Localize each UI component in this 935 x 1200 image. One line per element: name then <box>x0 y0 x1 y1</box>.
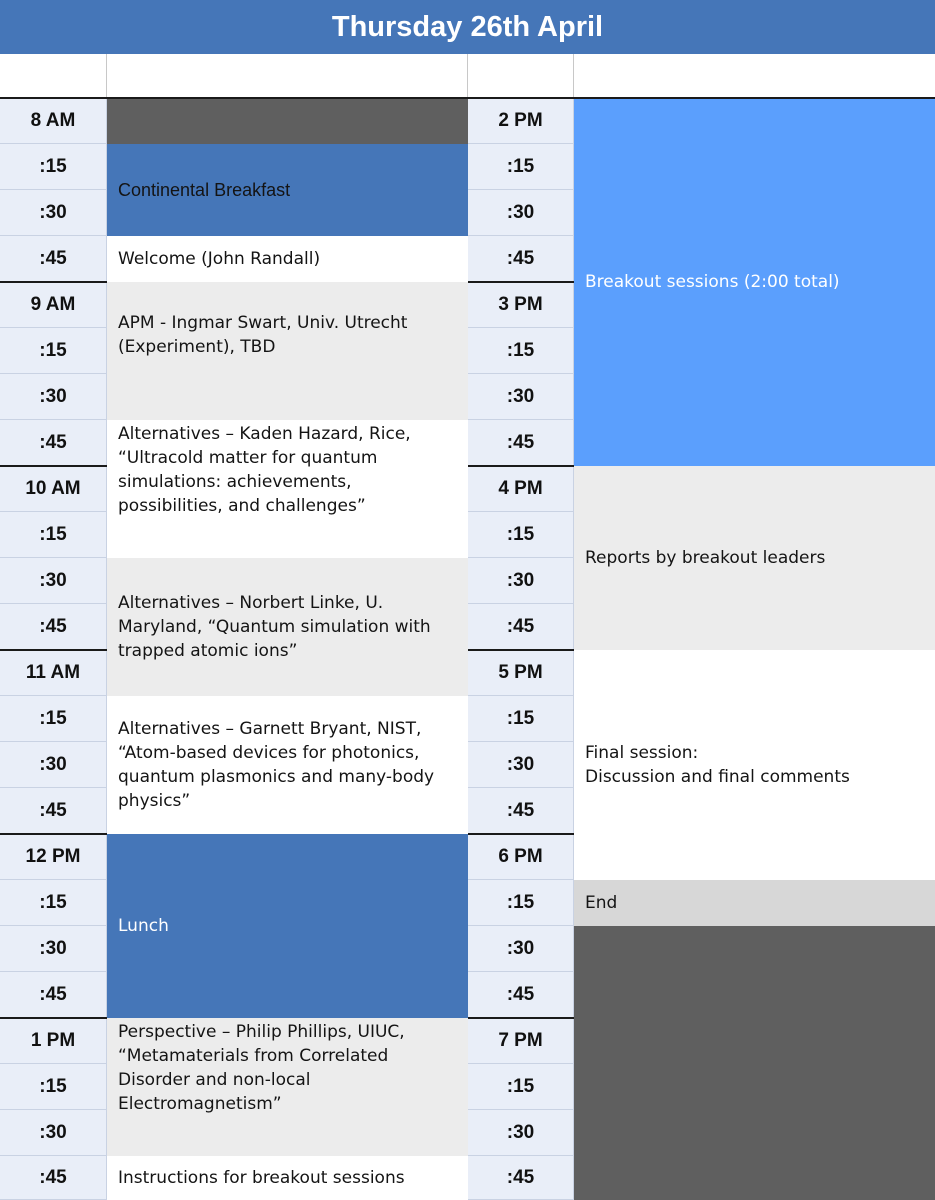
time-slot-label: :15 <box>468 328 574 374</box>
time-slot-label: 4 PM <box>468 466 574 512</box>
hour-divider <box>0 833 107 835</box>
time-slot-label: :30 <box>0 742 107 788</box>
time-slot-label: :45 <box>468 420 574 466</box>
time-slot-label: :30 <box>468 558 574 604</box>
event-breakout-reports: Reports by breakout leaders <box>574 466 935 650</box>
time-slot-label: :15 <box>0 1064 107 1110</box>
time-slot-label: :15 <box>468 696 574 742</box>
time-slot-label: :15 <box>468 1064 574 1110</box>
time-slot-label: 1 PM <box>0 1018 107 1064</box>
unscheduled-block-evening <box>574 926 935 1200</box>
unscheduled-block-morning <box>107 98 468 144</box>
time-slot-label: :15 <box>468 512 574 558</box>
hour-divider <box>0 1017 107 1019</box>
time-slot-label: :30 <box>0 558 107 604</box>
event-final-session: Final session: Discussion and final comments <box>574 650 935 880</box>
time-slot-label: :30 <box>0 374 107 420</box>
header-cell-right-time <box>468 54 574 98</box>
event-bryant-talk: Alternatives – Garnett Bryant, NIST, “Atom-based devices for photonics, quantum plasmonics and many-body physics” <box>107 696 468 834</box>
hour-divider <box>0 281 107 283</box>
time-slot-label: 6 PM <box>468 834 574 880</box>
time-slot-label: :30 <box>468 374 574 420</box>
event-end: End <box>574 880 935 926</box>
time-slot-label: 2 PM <box>468 98 574 144</box>
time-slot-label: :30 <box>0 926 107 972</box>
event-breakout-instructions: Instructions for breakout sessions <box>107 1156 468 1200</box>
time-slot-label: :45 <box>468 1156 574 1200</box>
time-slot-label: 3 PM <box>468 282 574 328</box>
hour-divider <box>468 649 574 651</box>
time-slot-label: :30 <box>468 742 574 788</box>
time-slot-label: :30 <box>468 1110 574 1156</box>
time-slot-label: :15 <box>0 512 107 558</box>
time-slot-label: :15 <box>468 880 574 926</box>
time-slot-label: 11 AM <box>0 650 107 696</box>
event-apm-talk: APM - Ingmar Swart, Univ. Utrecht (Experiment), TBD <box>107 282 468 420</box>
time-slot-label: 8 AM <box>0 98 107 144</box>
page-title: Thursday 26th April <box>0 0 935 54</box>
time-slot-label: :30 <box>468 190 574 236</box>
time-slot-label: :15 <box>0 880 107 926</box>
hour-divider <box>0 465 107 467</box>
hour-divider <box>0 649 107 651</box>
time-slot-label: :45 <box>0 604 107 650</box>
time-slot-label: :45 <box>0 236 107 282</box>
time-slot-label: :15 <box>0 696 107 742</box>
time-slot-label: :45 <box>0 788 107 834</box>
hour-divider <box>0 97 935 99</box>
event-phillips-talk: Perspective – Philip Phillips, UIUC, “Metamaterials from Correlated Disorder and non-local Electromagnetism” <box>107 1018 468 1156</box>
header-cell-left-time <box>0 54 107 98</box>
time-slot-label: :15 <box>0 328 107 374</box>
time-slot-label: :15 <box>0 144 107 190</box>
time-slot-label: 12 PM <box>0 834 107 880</box>
time-slot-label: 5 PM <box>468 650 574 696</box>
time-slot-label: :45 <box>468 972 574 1018</box>
hour-divider <box>468 281 574 283</box>
event-continental-breakfast: Continental Breakfast <box>107 144 468 236</box>
event-welcome: Welcome (John Randall) <box>107 236 468 282</box>
time-slot-label: 7 PM <box>468 1018 574 1064</box>
time-slot-label: :45 <box>468 788 574 834</box>
event-lunch: Lunch <box>107 834 468 1018</box>
time-slot-label: 10 AM <box>0 466 107 512</box>
event-hazard-talk: Alternatives – Kaden Hazard, Rice, “Ultracold matter for quantum simulations: achievements, possibilities, and challenges” <box>107 420 468 558</box>
header-cell-left-events <box>107 54 468 98</box>
time-slot-label: :15 <box>468 144 574 190</box>
time-slot-label: :45 <box>0 1156 107 1200</box>
hour-divider <box>468 1017 574 1019</box>
time-slot-label: 9 AM <box>0 282 107 328</box>
time-slot-label: :30 <box>0 1110 107 1156</box>
event-linke-talk: Alternatives – Norbert Linke, U. Maryland, “Quantum simulation with trapped atomic ions” <box>107 558 468 696</box>
time-slot-label: :45 <box>0 420 107 466</box>
hour-divider <box>468 833 574 835</box>
time-slot-label: :45 <box>468 236 574 282</box>
time-slot-label: :45 <box>0 972 107 1018</box>
time-slot-label: :30 <box>468 926 574 972</box>
hour-divider <box>468 465 574 467</box>
time-slot-label: :30 <box>0 190 107 236</box>
event-breakout-sessions: Breakout sessions (2:00 total) <box>574 98 935 466</box>
time-slot-label: :45 <box>468 604 574 650</box>
header-cell-right-events <box>574 54 935 98</box>
